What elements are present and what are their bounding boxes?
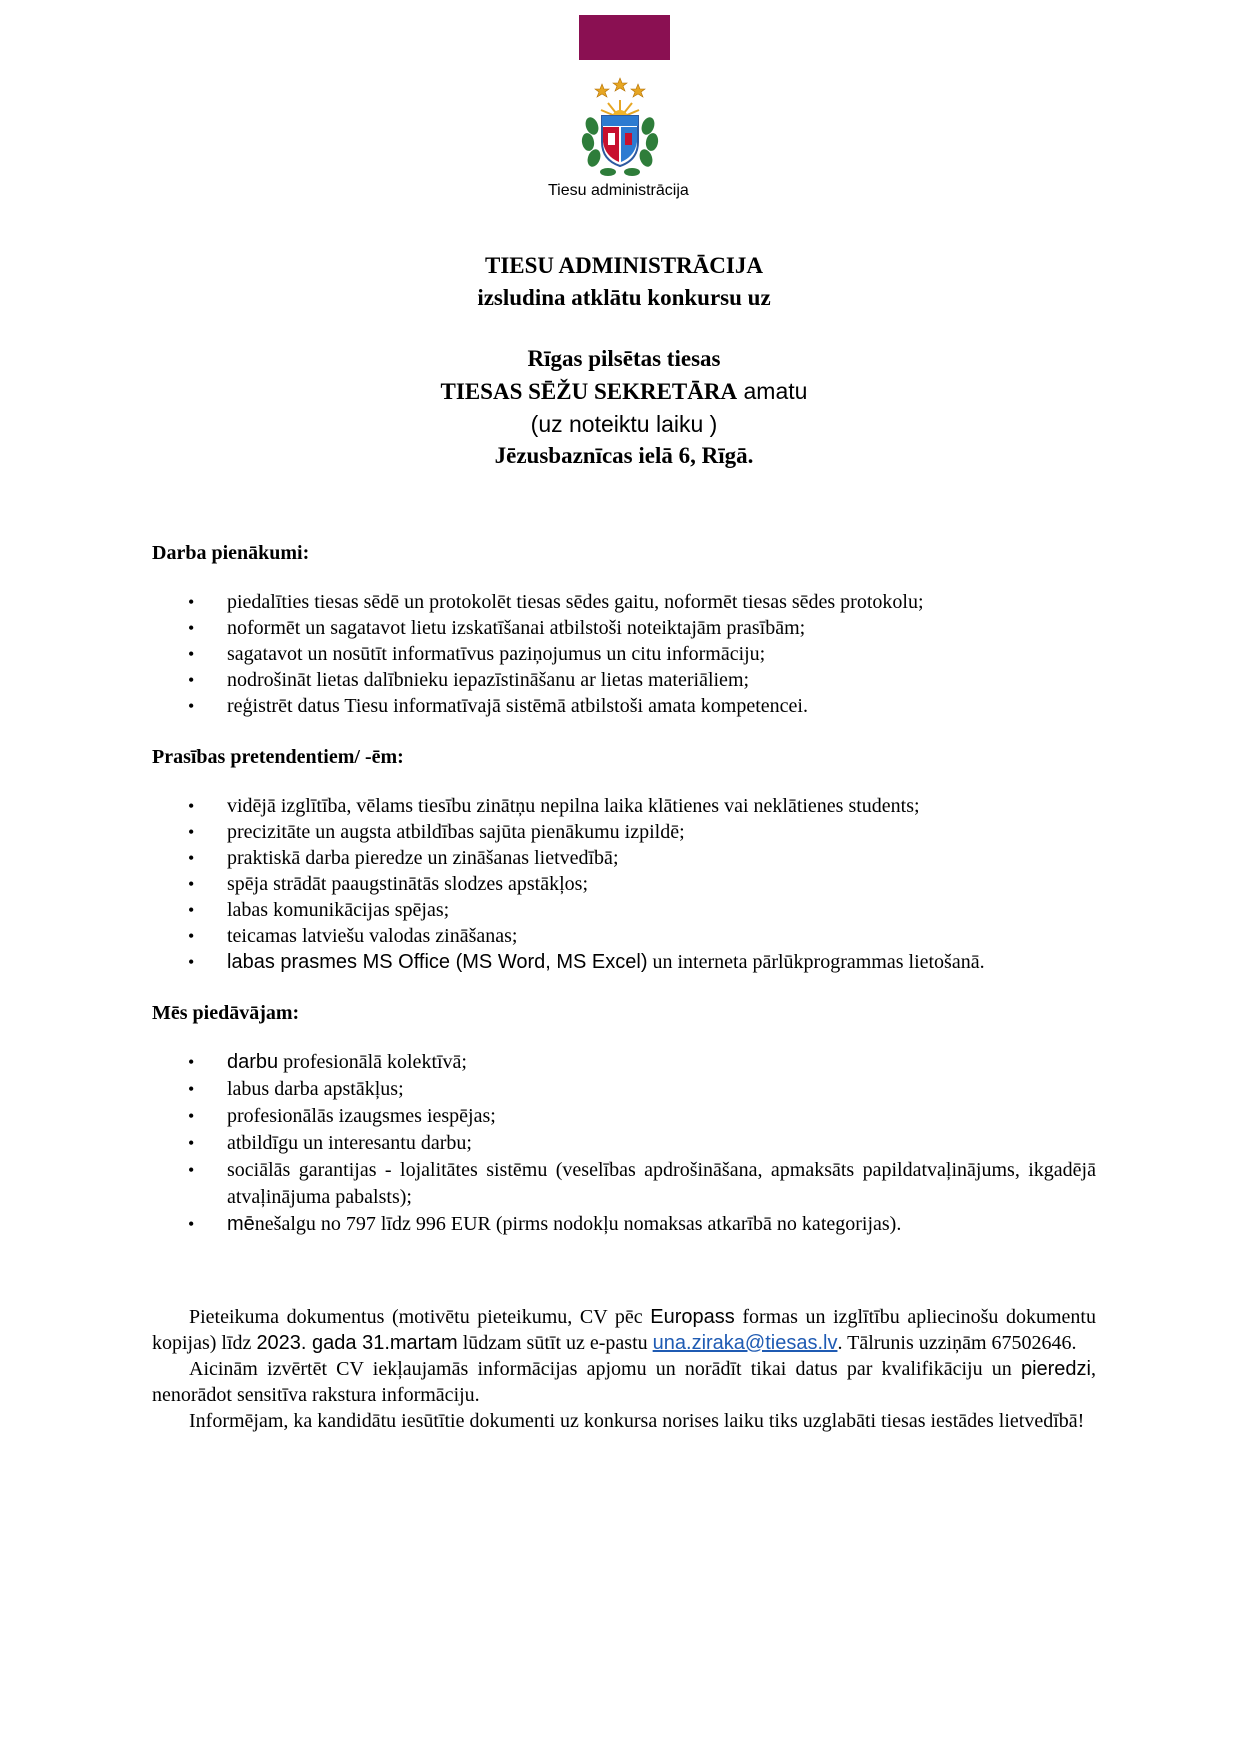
list-item-text: labus darba apstākļus; [227,1078,404,1100]
announcement-body [152,540,1096,1434]
list-item-text: teicamas latviešu valodas zināšanas; [227,925,518,947]
list-item [152,667,1096,693]
list-item [152,1211,1096,1238]
paragraph-text: , nenorādot sensitīva rakstura informāciju. [152,1358,1096,1406]
header-position-suffix: amatu [737,378,808,404]
list-item-text: sociālās garantijas - lojalitātes sistēmu (veselības apdrošināšana, apmaksāts papildatvaļinājums, ikgadējā atvaļinājuma pabalsts); [227,1159,1096,1208]
list-item-text: precizitāte un augsta atbildības sajūta pienākumu izpildē; [227,821,685,843]
list-item [152,819,1096,845]
header-subtitle: izsludina atklātu konkursu uz [477,285,771,310]
bullet-icon: • [188,1214,195,1234]
bullet-icon: • [188,900,195,920]
header-address: Jēzusbaznīcas ielā 6, Rīgā. [494,443,754,468]
list-item [152,897,1096,923]
bullet-icon: • [188,1106,195,1126]
bullet-icon: • [188,952,195,972]
storage-notice-paragraph: Informējam, ka kandidātu iesūtītie dokumenti uz konkursa norises laiku tiks uzglabāti tiesas iestādes lietvedībā! [189,1410,1085,1432]
list-item-text-lead: mē [227,1213,255,1235]
duties-list [152,589,1096,719]
bullet-icon: • [188,822,195,842]
offer-list [152,1049,1096,1238]
list-item [152,1076,1096,1103]
bullet-icon: • [188,670,195,690]
duties-heading: Darba pienākumi: [152,542,310,564]
list-item [152,923,1096,949]
bullet-icon: • [188,592,195,612]
announcement-header [152,250,1096,472]
list-item [152,1130,1096,1157]
list-item [152,949,1096,975]
bullet-icon: • [188,1160,195,1180]
list-item [152,871,1096,897]
list-item-text: piedalīties tiesas sēdē un protokolēt tiesas sēdes gaitu, noformēt tiesas sēdes protokolu; [227,591,924,613]
header-position [152,375,1096,408]
list-item-text: spēja strādāt paaugstinātās slodzes apstākļos; [227,873,589,895]
bullet-icon: • [188,644,195,664]
requirements-list [152,793,1096,975]
paragraph-text-sans: pieredzi [1020,1358,1091,1380]
list-item-text: vidējā izglītība, vēlams tiesību zinātņu nepilna laika klātienes vai neklātienes students; [227,795,920,817]
list-item-text-lead: darbu [227,1051,279,1073]
header-organization: TIESU ADMINISTRĀCIJA [485,253,763,278]
cv-guidance-paragraph [152,1356,1096,1408]
bullet-icon: • [188,1052,195,1072]
list-item-text: profesionālās izaugsmes iespējas; [227,1105,496,1127]
application-paragraph [152,1304,1096,1356]
bullet-icon: • [188,1133,195,1153]
list-item-text: nešalgu no 797 līdz 996 EUR (pirms nodokļu nomaksas atkarībā no kategorijas). [254,1213,902,1235]
paragraph-text: formas un izglītību apliecinošu dokumentu kopijas) līdz [152,1306,1096,1354]
list-item-text: noformēt un sagatavot lietu izskatīšanai atbilstoši noteiktajām prasībām; [227,617,806,639]
list-item-text: reģistrēt datus Tiesu informatīvajā sistēmā atbilstoši amata kompetencei. [227,695,808,717]
list-item [152,615,1096,641]
bullet-icon: • [188,696,195,716]
requirements-heading: Prasības pretendentiem/ -ēm: [152,746,404,768]
list-item-text: nodrošināt lietas dalībnieku iepazīstināšanu ar lietas materiāliem; [227,669,750,691]
list-item [152,1157,1096,1211]
offer-heading: Mēs piedāvājam: [152,1002,300,1024]
brand-color-bar [579,15,670,60]
bullet-icon: • [188,796,195,816]
coat-of-arms-icon [572,76,668,184]
list-item [152,693,1096,719]
list-item-text: atbildīgu un interesantu darbu; [227,1132,472,1154]
list-item-text: profesionālā kolektīvā; [278,1051,467,1073]
paragraph-text: Pieteikuma dokumentus (motivētu pieteikumu, CV pēc [189,1306,651,1328]
list-item-text: un interneta pārlūkprogrammas lietošanā. [647,951,985,973]
header-court: Rīgas pilsētas tiesas [527,346,721,371]
bullet-icon: • [188,618,195,638]
list-item-text-software: labas prasmes MS Office (MS Word, MS Excel) [227,951,648,973]
paragraph-text: lūdzam sūtīt uz e-pastu [457,1332,653,1354]
list-item-text: praktiskā darba pieredze un zināšanas lietvedībā; [227,847,619,869]
list-item-text: sagatavot un nosūtīt informatīvus paziņojumus un citu informāciju; [227,643,766,665]
bullet-icon: • [188,848,195,868]
deadline-text: 2023. gada 31.martam [256,1332,458,1354]
organization-caption: Tiesu administrācija [548,182,689,199]
header-term: (uz noteiktu laiku ) [530,411,718,437]
list-item [152,589,1096,615]
europass-text: Europass [650,1306,735,1328]
email-link[interactable]: una.ziraka@tiesas.lv [652,1332,838,1354]
header-position-title: TIESAS SĒŽU SEKRETĀRA [440,379,738,404]
list-item-text: labas komunikācijas spējas; [227,899,450,921]
bullet-icon: • [188,874,195,894]
list-item [152,793,1096,819]
paragraph-text: Aicinām izvērtēt CV iekļaujamās informācijas apjomu un norādīt tikai datus par kvalifikāciju un [189,1358,1021,1380]
paragraph-text: . Tālrunis uzziņām 67502646. [837,1332,1077,1354]
list-item [152,845,1096,871]
bullet-icon: • [188,1079,195,1099]
list-item [152,641,1096,667]
list-item [152,1049,1096,1076]
bullet-icon: • [188,926,195,946]
list-item [152,1103,1096,1130]
